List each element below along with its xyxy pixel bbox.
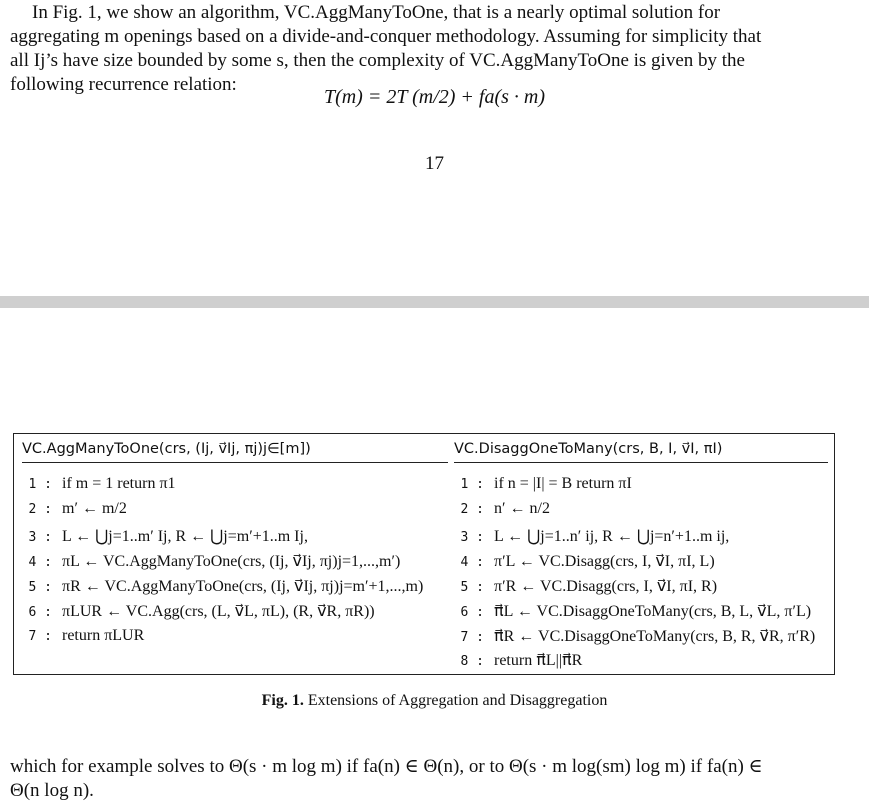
outro-paragraph [10, 755, 840, 803]
line-number: 2 : [28, 502, 52, 517]
right-line-8 [454, 650, 582, 670]
line-code: return π⃗L||π⃗R [494, 652, 583, 669]
line-number: 1 : [28, 477, 52, 492]
right-line-7 [454, 626, 815, 646]
right-line-1 [454, 474, 632, 493]
line-number: 3 : [28, 530, 52, 545]
recurrence-formula: T(m) = 2T (m/2) + fa(s · m) [323, 86, 546, 108]
outro-line-2: Θ(n log n). [10, 780, 94, 801]
line-code: π′R ← VC.Disagg(crs, I, v⃗I, πI, R) [494, 578, 718, 595]
caption-text: Extensions of Aggregation and Disaggregation [307, 692, 608, 709]
line-code: n′ ← n/2 [494, 500, 550, 517]
figure-caption [0, 692, 869, 710]
line-code: if n = |I| = B return πI [494, 475, 632, 492]
figure-algorithm-box [13, 433, 835, 675]
line-code: π′L ← VC.Disagg(crs, I, v⃗I, πI, L) [494, 553, 715, 570]
right-line-4 [454, 551, 715, 571]
line-code: L ← ⋃j=1..m′ Ij, R ← ⋃j=m′+1..m Ij, [62, 528, 308, 545]
line-number: 4 : [460, 555, 484, 570]
algorithm-right-title: VC.DisaggOneToMany(crs, B, I, v⃗I, πI) [454, 434, 828, 463]
line-code: if m = 1 return π1 [62, 475, 176, 492]
algorithm-left-title: VC.AggManyToOne(crs, (Ij, v⃗Ij, πj)j∈[m]) [22, 434, 448, 463]
line-code: πR ← VC.AggManyToOne(crs, (Ij, v⃗Ij, πj)j=m′+1,...,m) [62, 578, 424, 595]
right-line-5 [454, 576, 717, 596]
left-line-2 [22, 499, 127, 518]
page-separator [0, 296, 869, 308]
line-number: 2 : [460, 502, 484, 517]
left-line-5 [22, 576, 423, 596]
left-line-6 [22, 601, 375, 621]
line-code: πLUR ← VC.Agg(crs, (L, v⃗L, πL), (R, v⃗R, πR)) [62, 603, 375, 620]
line-code: L ← ⋃j=1..n′ ij, R ← ⋃j=n′+1..m ij, [494, 528, 730, 545]
left-line-4 [22, 551, 400, 571]
left-line-1 [22, 474, 176, 493]
line-number: 5 : [460, 580, 484, 595]
line-code: return πLUR [62, 627, 145, 644]
line-code: π⃗R ← VC.DisaggOneToMany(crs, B, R, v⃗R, π′R) [494, 628, 816, 645]
left-line-3 [22, 526, 308, 546]
right-line-2 [454, 499, 550, 518]
intro-line-3: all Ij’s have size bounded by some s, then the complexity of VC.AggManyToOne is given by the [10, 50, 745, 71]
intro-line-4: following recurrence relation: [10, 74, 237, 95]
line-number: 7 : [460, 630, 484, 645]
line-number: 6 : [28, 605, 52, 620]
line-number: 5 : [28, 580, 52, 595]
line-number: 1 : [460, 477, 484, 492]
page-number: 17 [425, 153, 444, 174]
line-code: πL ← VC.AggManyToOne(crs, (Ij, v⃗Ij, πj)j=1,...,m′) [62, 553, 401, 570]
line-number: 6 : [460, 605, 484, 620]
line-number: 8 : [460, 654, 484, 669]
intro-line-2: aggregating m openings based on a divide-and-conquer methodology. Assuming for simplicity that [10, 26, 762, 47]
intro-paragraph [10, 1, 840, 97]
line-code: m′ ← m/2 [62, 500, 127, 517]
left-line-7 [22, 626, 144, 645]
caption-label: Fig. 1. [261, 692, 304, 709]
line-number: 3 : [460, 530, 484, 545]
outro-line-1: which for example solves to Θ(s · m log m) if fa(n) ∈ Θ(n), or to Θ(s · m log(sm) log m) if fa(n) ∈ [10, 756, 763, 777]
line-number: 4 : [28, 555, 52, 570]
intro-line-1: In Fig. 1, we show an algorithm, VC.AggManyToOne, that is a nearly optimal solution for [32, 2, 721, 23]
algorithm-right-column [454, 434, 828, 669]
right-line-6 [454, 601, 811, 621]
algorithm-left-column [22, 434, 448, 644]
line-number: 7 : [28, 629, 52, 644]
right-line-3 [454, 526, 729, 546]
line-code: π⃗L ← VC.DisaggOneToMany(crs, B, L, v⃗L, π′L) [494, 603, 812, 620]
